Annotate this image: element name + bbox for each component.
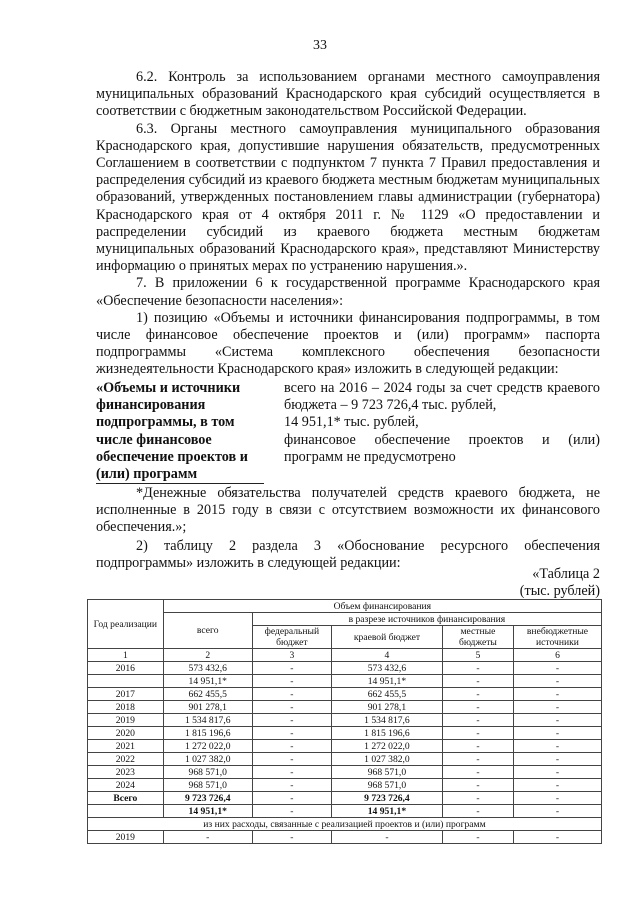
paragraph-6-3: 6.3. Органы местного самоуправления муниципального образования Краснодарского края, допустившие нарушения обязательств, предусмотренных Соглашением в соответствии с подпунктом 7 пункта 7 Правил предоставления и распределения субсидий из краевого бюджета местным бюджетам муниципальных образований, утвержденных постановлением главы администрации (губернатора) Краснодарского края от 4 октября 2011 г. № 1129 «О предоставлении и распределении субсидий из краевого бюджета местным бюджетам муниципальных образований Краснодарского края», представляют Министерству информацию о принятых мерах по устранению нарушения.». [96,120,600,275]
header-volume: Объем финансирования [163,600,601,613]
cell-year: 2024 [88,779,164,792]
header-year: Год реализации [88,600,164,649]
cell-federal: - [252,766,331,779]
cell-regional: 1 027 382,0 [332,753,443,766]
cell-regional: - [332,831,443,844]
cell-local: - [442,675,513,688]
footnote: *Денежные обязательства получателей средств краевого бюджета, не исполненные в 2015 году в связи с отсутствием возможности их финансового обеспечения.»; [96,485,600,536]
cell-total: 1 272 022,0 [163,740,252,753]
table-row [88,805,602,818]
cell-total: 662 455,5 [163,688,252,701]
position-line-2: 14 951,1* тыс. рублей, [284,414,419,431]
cell-extra: - [513,662,601,675]
cell-regional: 1 534 817,6 [332,714,443,727]
cell-extra: - [513,805,601,818]
header-by-source: в разрезе источников финансирования [252,613,601,626]
cell-extra: - [513,779,601,792]
cell-extra: - [513,714,601,727]
cell-total: 968 571,0 [163,779,252,792]
cell-federal: - [252,740,331,753]
body-text [96,69,600,379]
cell-total: 573 432,6 [163,662,252,675]
cell-local: - [442,779,513,792]
cell-extra: - [513,675,601,688]
table-row [88,714,602,727]
cell-local: - [442,805,513,818]
cell-year: Всего [88,792,164,805]
cell-extra: - [513,831,601,844]
cell-year: 2021 [88,740,164,753]
financing-table [87,599,602,844]
cell-year: 2023 [88,766,164,779]
position-label: «Объемы и источники финансирования подпрограммы, в том числе финансовое обеспечение проектов и (или) программ [96,380,248,483]
table-caption: «Таблица 2 [532,566,600,582]
cell-year: 2018 [88,701,164,714]
cell-total: 9 723 726,4 [163,792,252,805]
table-row [88,766,602,779]
projects-note: из них расходы, связанные с реализацией проектов и (или) программ [88,818,602,831]
cell-year: 2019 [88,714,164,727]
cell-extra: - [513,688,601,701]
position-value [284,380,600,466]
header-local: местные бюджеты [442,626,513,649]
cell-year: 2020 [88,727,164,740]
cell-federal: - [252,675,331,688]
cell-regional: 1 272 022,0 [332,740,443,753]
cell-regional: 9 723 726,4 [332,792,443,805]
cell-extra: - [513,727,601,740]
cell-federal: - [252,688,331,701]
cell-federal: - [252,753,331,766]
header-extra: внебюджетные источники [513,626,601,649]
cell-federal: - [252,727,331,740]
table-row [88,727,602,740]
cell-local: - [442,727,513,740]
cell-regional: 968 571,0 [332,766,443,779]
cell-total: 901 278,1 [163,701,252,714]
column-numbers-row [88,649,602,662]
cell-regional: 14 951,1* [332,675,443,688]
table-row [88,831,602,844]
cell-year: 2022 [88,753,164,766]
position-line-3: финансовое обеспечение проектов и (или) программ не предусмотрено [284,431,600,465]
col-num: 1 [88,649,164,662]
footnote-separator [96,483,264,484]
cell-extra: - [513,701,601,714]
table-units: (тыс. рублей) [519,583,600,599]
table-row [88,662,602,675]
col-num: 5 [442,649,513,662]
paragraph-7: 7. В приложении 6 к государственной программе Краснодарского края «Обеспечение безопасности населения»: [96,275,600,309]
cell-federal: - [252,701,331,714]
cell-local: - [442,688,513,701]
table-row [88,753,602,766]
cell-local: - [442,714,513,727]
cell-total: 14 951,1* [163,675,252,688]
header-regional: краевой бюджет [332,626,443,649]
cell-local: - [442,792,513,805]
table-row [88,688,602,701]
col-num: 6 [513,649,601,662]
cell-local: - [442,753,513,766]
cell-total: 968 571,0 [163,766,252,779]
page-number: 33 [313,38,327,53]
cell-federal: - [252,714,331,727]
header-federal: федеральный бюджет [252,626,331,649]
cell-regional: 14 951,1* [332,805,443,818]
table-row [88,740,602,753]
table-row [88,675,602,688]
cell-local: - [442,740,513,753]
table-row [88,779,602,792]
cell-federal: - [252,779,331,792]
paragraph-7-2: 2) таблицу 2 раздела 3 «Обоснование ресурсного обеспечения подпрограммы» изложить в следующей редакции: [96,538,600,572]
header-total: всего [163,613,252,649]
table-row [88,792,602,805]
cell-regional: 573 432,6 [332,662,443,675]
col-num: 3 [252,649,331,662]
cell-total: 1 534 817,6 [163,714,252,727]
cell-total: - [163,831,252,844]
col-num: 4 [332,649,443,662]
col-num: 2 [163,649,252,662]
cell-year: 2016 [88,662,164,675]
position-line-1: всего на 2016 – 2024 годы за счет средств краевого бюджета – 9 723 726,4 тыс. рублей, [284,380,600,414]
cell-total: 1 027 382,0 [163,753,252,766]
cell-extra: - [513,740,601,753]
cell-local: - [442,701,513,714]
cell-year [88,675,164,688]
cell-regional: 1 815 196,6 [332,727,443,740]
cell-federal: - [252,792,331,805]
cell-regional: 968 571,0 [332,779,443,792]
cell-local: - [442,831,513,844]
paragraph-6-2: 6.2. Контроль за использованием органами местного самоуправления муниципальных образований Краснодарского края субсидий осуществляется в соответствии с бюджетным законодательством Российской Федерации. [96,69,600,120]
cell-regional: 901 278,1 [332,701,443,714]
cell-federal: - [252,662,331,675]
cell-year: 2019 [88,831,164,844]
cell-year: 2017 [88,688,164,701]
cell-local: - [442,766,513,779]
cell-total: 14 951,1* [163,805,252,818]
cell-extra: - [513,753,601,766]
cell-extra: - [513,766,601,779]
cell-federal: - [252,831,331,844]
cell-year [88,805,164,818]
cell-federal: - [252,805,331,818]
paragraph-7-1: 1) позицию «Объемы и источники финансирования подпрограммы, в том числе финансовое обеспечение проектов и (или) программ» паспорта подпрограммы «Система комплексного обеспечения безопасности жизнедеятельности Краснодарского края» изложить в следующей редакции: [96,309,600,378]
cell-total: 1 815 196,6 [163,727,252,740]
body-text-2 [96,538,600,572]
cell-extra: - [513,792,601,805]
cell-local: - [442,662,513,675]
table-row [88,701,602,714]
cell-regional: 662 455,5 [332,688,443,701]
